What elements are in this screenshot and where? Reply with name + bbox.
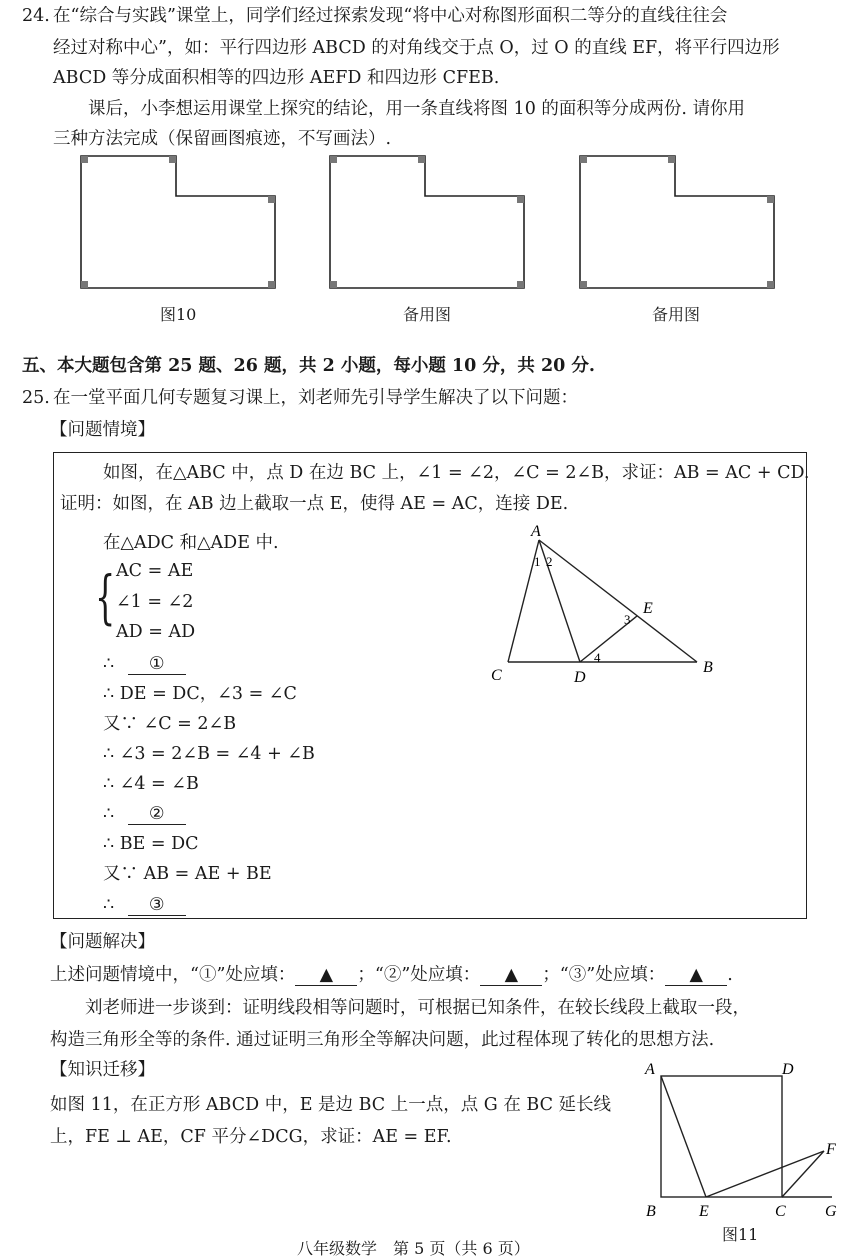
transfer-line-1: 如图 11，在正方形 ABCD 中，E 是边 BC 上一点，点 G 在 BC 延长线 [50,1095,612,1115]
proof-step-5: ∴ ∠4 = ∠B [103,774,199,794]
proof-step-8: 又∵ AB = AE + BE [103,864,272,884]
transfer-line-2: 上，FE ⊥ AE，CF 平分∠DCG，求证：AE = EF. [50,1127,452,1147]
blank-3: ③ [128,895,186,916]
blank-2: ② [128,804,186,825]
spare-figure-1-caption: 备用图 [403,305,452,324]
figure-10-group [75,150,795,305]
solve-line [50,963,733,987]
segment-AE [661,1076,706,1197]
label-D: D [574,669,586,686]
spare-figure-2-caption: 备用图 [652,305,701,324]
fig11-label-C: C [775,1203,786,1220]
answer-blank-1: ▲ [295,965,357,986]
fig11-label-D: D [782,1061,794,1078]
angle-2-label: 2 [546,554,553,569]
solve-prompt-2: ；“②”处应填： [357,965,481,985]
segment-EF [706,1151,824,1197]
method-paragraph-2: 构造三角形全等的条件. 通过证明三角形全等解决问题，此过程体现了转化的思想方法. [50,1030,715,1050]
figure-10-caption: 图10 [160,305,197,324]
q24-line-4: 课后，小李想运用课堂上探究的结论，用一条直线将图 10 的面积等分成两份. 请你用 [88,99,746,119]
solve-end: . [727,965,733,985]
proof-step-3: 又∵ ∠C = 2∠B [103,714,237,734]
q25-intro: 在一堂平面几何专题复习课上，刘老师先引导学生解决了以下问题： [53,388,578,408]
label-A: A [531,523,541,540]
system-brace: { [95,563,116,631]
box-line-1: 如图，在△ABC 中，点 D 在边 BC 上，∠1 = ∠2，∠C = 2∠B，求证：AB = AC + CD. [103,463,810,483]
box-line-2: 证明：如图，在 AB 边上截取一点 E，使得 AE = AC，连接 DE. [60,494,569,514]
proof-step-4: ∴ ∠3 = 2∠B = ∠4 + ∠B [103,744,315,764]
spare-figure-2 [580,156,774,288]
fig11-label-A: A [645,1061,655,1078]
answer-blank-3: ▲ [665,965,727,986]
spare-figure-1 [330,156,524,288]
fig11-label-F: F [826,1141,836,1158]
proof-step-2: ∴ DE = DC，∠3 = ∠C [103,684,297,704]
method-paragraph-1: 刘老师进一步谈到：证明线段相等问题时，可根据已知条件，在较长线段上截取一段， [85,998,750,1018]
fig11-label-G: G [825,1203,837,1220]
triangle-figure [485,520,725,690]
proof-step-7: ∴ BE = DC [103,834,199,854]
proof-step-6 [103,802,186,826]
section-5-heading: 五、本大题包含第 25 题、26 题，共 2 小题，每小题 10 分，共 20 分. [22,356,596,376]
fig11-label-E: E [699,1203,709,1220]
square-ABCD [661,1076,782,1197]
heading-problem-solving: 【问题解决】 [50,932,155,952]
proof-step-1 [103,652,186,676]
page-footer: 八年级数学 第 5 页（共 6 页） [297,1239,530,1258]
system-eq-3: AD = AD [116,622,196,642]
therefore-symbol: ∴ [103,654,115,674]
q24-number: 24. [22,6,50,26]
q24-line-1: 在“综合与实践”课堂上，同学们经过探索发现“将中心对称图形面积二等分的直线往往会 [53,6,728,26]
label-E: E [643,600,653,617]
answer-blank-2: ▲ [480,965,542,986]
fig11-label-B: B [646,1203,656,1220]
label-B: B [703,659,713,676]
solve-prompt-1: 上述问题情境中，“①”处应填： [50,965,296,985]
angle-1-label: 1 [534,554,541,569]
q24-line-5: 三种方法完成（保留画图痕迹，不写画法）. [53,129,392,149]
angle-3-label: 3 [624,612,631,627]
figure-11-caption: 图11 [722,1225,759,1244]
q24-line-2: 经过对称中心”，如：平行四边形 ABCD 的对角线交于点 O，过 O 的直线 EF，将平行四边形 [53,38,780,58]
label-C: C [491,667,502,684]
box-line-3: 在△ADC 和△ADE 中. [103,533,279,553]
proof-step-9 [103,893,186,917]
heading-knowledge-transfer: 【知识迁移】 [50,1060,155,1080]
system-eq-2: ∠1 = ∠2 [116,592,194,612]
therefore-symbol: ∴ [103,895,115,915]
heading-problem-situation: 【问题情境】 [50,420,155,440]
side-AB [539,540,697,662]
segment-CF [782,1151,824,1197]
figure-11 [640,1058,845,1238]
figure-10 [81,156,275,288]
q24-line-3: ABCD 等分成面积相等的四边形 AEFD 和四边形 CFEB. [53,68,500,88]
solve-prompt-3: ；“③”处应填： [542,965,666,985]
blank-1: ① [128,654,186,675]
system-eq-1: AC = AE [116,561,194,581]
therefore-symbol: ∴ [103,804,115,824]
angle-4-label: 4 [594,650,601,665]
q25-number: 25. [22,388,50,408]
